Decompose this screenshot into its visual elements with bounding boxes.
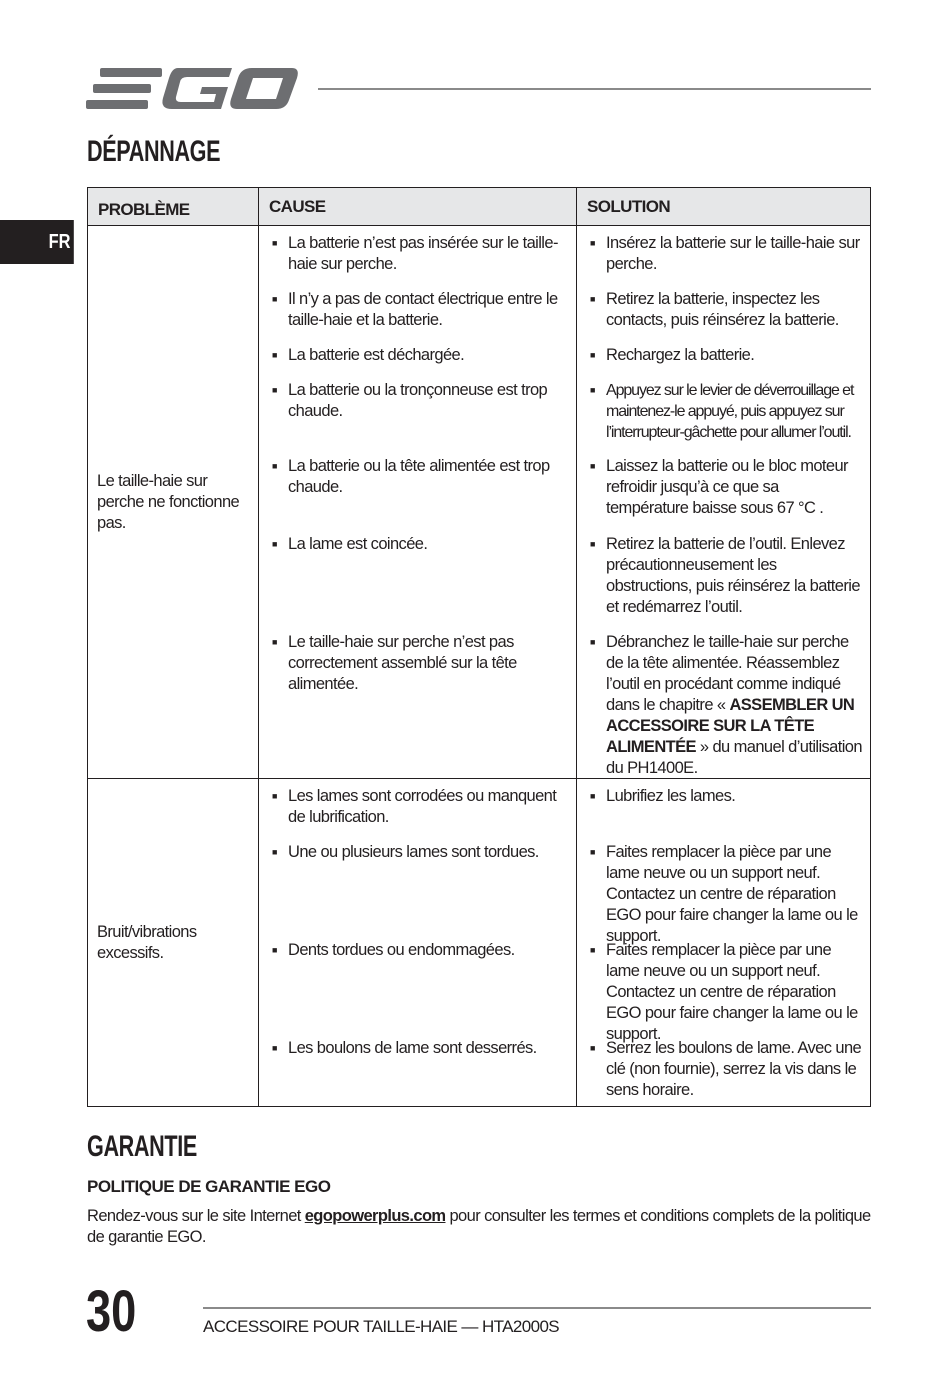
list-item: ■ Retirez la batterie de l’outil. Enlevez précautionneusement les obstructions, puis réinsérez la batterie et redémarrez l’outil.: [587, 534, 862, 632]
list-item: ■ Débranchez le taille-haie sur perche de la tête alimentée. Réassemblez l’outil en procédant comme indiqué dans le chapitre « ASSEMBLER UN ACCESSOIRE SUR LA TÊTE ALIMENTÉE » du manuel d’utilisation du PH1400E.: [587, 632, 862, 774]
list-item: ■ Faites remplacer la pièce par une lame neuve ou un support neuf. Contactez un centre de réparation EGO pour faire changer la lame ou le support.: [587, 842, 862, 940]
bullet-icon: [272, 786, 277, 807]
list-item: ■ La batterie n’est pas insérée sur le taille-haie sur perche.: [269, 233, 568, 289]
bullet-icon: [590, 534, 595, 555]
warranty-paragraph: Rendez-vous sur le site Internet egopowerplus.com pour consulter les termes et conditions complets de la politique de garantie EGO.: [87, 1207, 871, 1246]
bullet-icon: [272, 534, 277, 555]
header-problem: PROBLÈME: [88, 188, 259, 226]
language-tab: FR: [0, 220, 74, 264]
bullet-icon: [590, 1038, 595, 1059]
list-item: ■ Dents tordues ou endommagées.: [269, 940, 568, 1038]
list-item: ■ Il n’y a pas de contact électrique entre le taille-haie et la batterie.: [269, 289, 568, 345]
header-solution: SOLUTION: [577, 188, 871, 226]
bullet-icon: [590, 233, 595, 254]
warranty-title: GARANTIE: [87, 1130, 197, 1163]
table-row-group-2: [88, 779, 871, 1107]
footer-text: ACCESSOIRE POUR TAILLE-HAIE — HTA2000S: [203, 1317, 560, 1336]
list-item: ■ Le taille-haie sur perche n’est pas correctement assemblé sur la tête alimentée.: [269, 632, 568, 774]
list-item: ■ Rechargez la batterie.: [587, 345, 862, 380]
list-item: ■ Les lames sont corrodées ou manquent de lubrification.: [269, 786, 568, 842]
bullet-icon: [590, 842, 595, 863]
footer-rule: [203, 1307, 871, 1309]
header-rule: [318, 88, 871, 90]
list-item: ■ Les boulons de lame sont desserrés.: [269, 1038, 568, 1102]
bullet-icon: [272, 1038, 277, 1059]
bullet-icon: [272, 289, 277, 310]
bullet-icon: [590, 345, 595, 366]
table-row-group-1: [88, 226, 871, 779]
list-item: ■ La batterie ou la tronçonneuse est trop chaude.: [269, 380, 568, 456]
bullet-icon: [272, 345, 277, 366]
solution-cell: [577, 226, 871, 779]
ego-logo: [86, 66, 298, 112]
bullet-icon: [272, 940, 277, 961]
list-item: ■ Lubrifiez les lames.: [587, 786, 862, 842]
header-cause: CAUSE: [259, 188, 577, 226]
bullet-icon: [590, 632, 595, 653]
egopowerplus-link[interactable]: egopowerplus.com: [304, 1207, 446, 1225]
cause-cell: [259, 226, 577, 779]
bullet-icon: [590, 940, 595, 961]
list-item: ■ Insérez la batterie sur le taille-haie sur perche.: [587, 233, 862, 289]
bullet-icon: [590, 380, 594, 401]
warranty-subtitle: POLITIQUE DE GARANTIE EGO: [87, 1177, 331, 1196]
list-item: ■ Serrez les boulons de lame. Avec une clé (non fournie), serrez la vis dans le sens horaire.: [587, 1038, 862, 1102]
list-item: ■ La batterie est déchargée.: [269, 345, 568, 380]
bullet-icon: [272, 233, 277, 254]
problem-cell: Le taille-haie sur perche ne fonctionne pas.: [88, 226, 259, 779]
list-item: ■ Retirez la batterie, inspectez les contacts, puis réinsérez la batterie.: [587, 289, 862, 345]
list-item: ■ La batterie ou la tête alimentée est trop chaude.: [269, 456, 568, 534]
list-item: ■ Laissez la batterie ou le bloc moteur refroidir jusqu’à ce que sa température baisse sous 67 °C .: [587, 456, 862, 534]
bullet-icon: [272, 632, 277, 653]
list-item: ■ Appuyez sur le levier de déverrouillage et maintenez-le appuyé, puis appuyez sur l’interrupteur-gâchette pour allumer l’outil.: [587, 380, 862, 456]
bullet-icon: [272, 842, 277, 863]
problem-cell: Bruit/vibrations excessifs.: [88, 779, 259, 1107]
list-item: ■ Une ou plusieurs lames sont tordues.: [269, 842, 568, 940]
troubleshooting-table: [87, 187, 871, 1107]
bullet-icon: [590, 786, 595, 807]
troubleshooting-title: DÉPANNAGE: [87, 135, 221, 168]
bullet-icon: [272, 380, 277, 401]
cause-cell: [259, 779, 577, 1107]
list-item: ■ La lame est coincée.: [269, 534, 568, 632]
bullet-icon: [590, 456, 595, 477]
bullet-icon: [590, 289, 595, 310]
table-header-row: [88, 188, 871, 226]
solution-cell: [577, 779, 871, 1107]
list-item: ■ Faites remplacer la pièce par une lame neuve ou un support neuf. Contactez un centre de réparation EGO pour faire changer la lame ou le support.: [587, 940, 862, 1038]
bullet-icon: [272, 456, 277, 477]
page-number: 30: [86, 1279, 137, 1344]
